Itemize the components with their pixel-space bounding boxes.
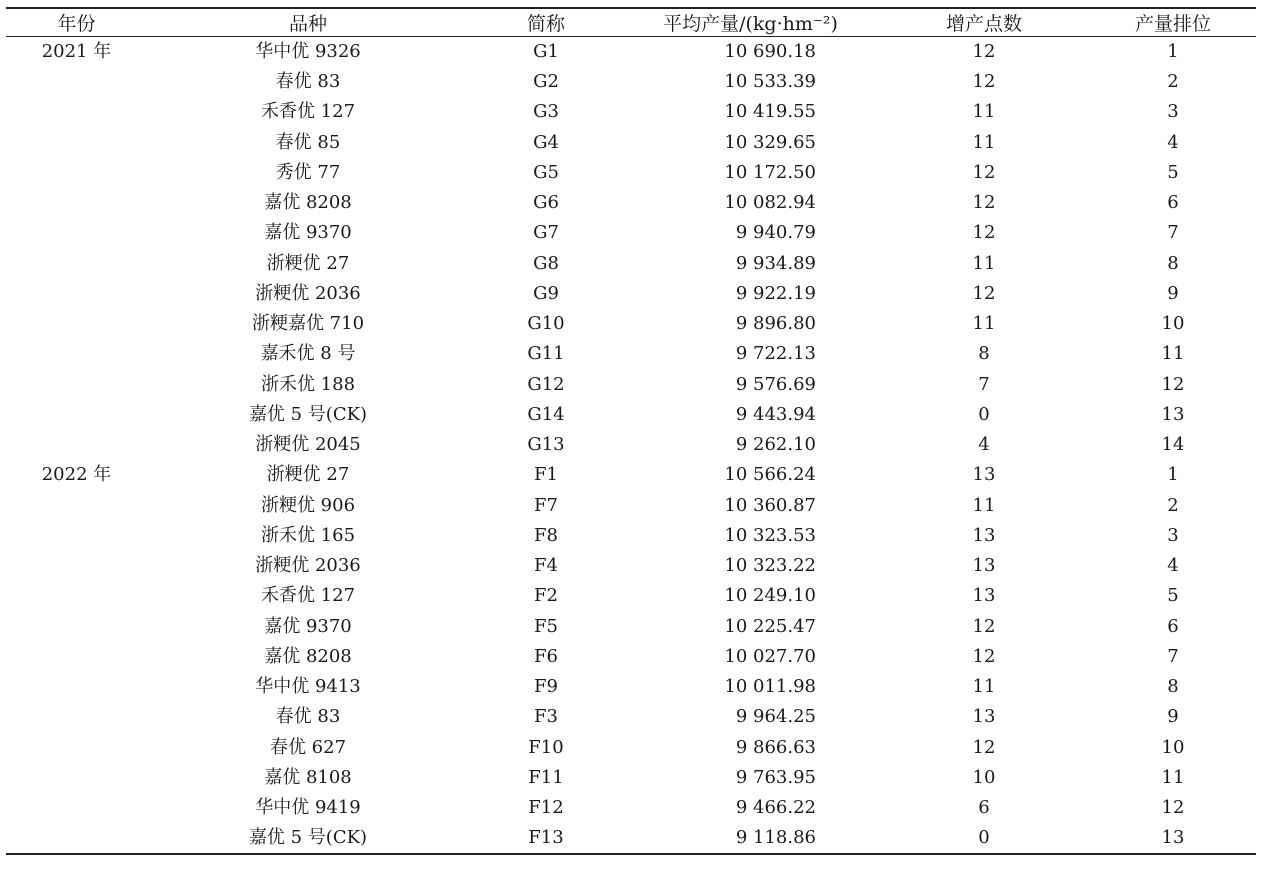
table-row	[6, 400, 1256, 430]
abbreviation-cell: F1	[534, 464, 558, 486]
yield-rank-cell: 12	[1161, 797, 1185, 819]
year-cell	[6, 551, 147, 581]
abbreviation-cell: G11	[527, 343, 565, 365]
increase-points-cell: 12	[972, 222, 996, 244]
year-cell	[6, 733, 147, 763]
average-yield-cell: 10 566.24	[724, 464, 816, 486]
abbreviation-cell: G5	[533, 161, 559, 183]
increase-points-cell: 10	[972, 766, 996, 788]
year-cell	[6, 339, 147, 369]
yield-rank-cell: 8	[1167, 676, 1179, 698]
header-year: 年份	[6, 8, 147, 37]
table-row	[6, 279, 1256, 309]
yield-rank-cell: 9	[1167, 706, 1179, 728]
yield-rank-cell: 2	[1167, 494, 1179, 516]
yield-rank-cell: 3	[1167, 101, 1179, 123]
variety-cell: 春优 627	[269, 736, 347, 758]
variety-cell: 嘉优 5 号(CK)	[147, 823, 469, 854]
year-cell	[6, 400, 147, 430]
variety-cell: 浙粳优 27	[266, 252, 350, 274]
abbreviation-cell: F9	[534, 676, 558, 698]
yield-rank-cell: 7	[1167, 645, 1179, 667]
variety-cell: 浙粳优 27	[266, 464, 350, 486]
average-yield-cell: 10 329.65	[724, 131, 816, 153]
average-yield-cell: 10 249.10	[724, 585, 816, 607]
year-cell	[6, 309, 147, 339]
increase-points-cell: 13	[972, 585, 996, 607]
abbreviation-cell: F8	[534, 524, 558, 546]
variety-cell: 浙粳优 2036	[255, 282, 361, 304]
abbreviation-cell: G7	[533, 222, 559, 244]
increase-points-cell: 12	[972, 41, 996, 62]
table-row	[6, 642, 1256, 672]
abbreviation-cell: G3	[533, 101, 559, 123]
increase-points-cell: 0	[978, 403, 990, 425]
yield-rank-cell: 3	[1167, 524, 1179, 546]
variety-cell: 嘉优 9370	[264, 222, 352, 244]
increase-points-cell: 13	[972, 524, 996, 546]
abbreviation-cell: G10	[527, 313, 565, 335]
table-row	[6, 521, 1256, 551]
yield-rank-cell: 10	[1161, 736, 1185, 758]
abbreviation-cell: G13	[527, 434, 565, 456]
variety-cell: 浙粳优 2036	[255, 555, 361, 577]
yield-rank-cell: 1	[1167, 464, 1179, 486]
increase-points-cell: 11	[972, 313, 996, 335]
abbreviation-cell: F5	[534, 615, 558, 637]
table-row	[6, 97, 1256, 127]
abbreviation-cell: G14	[527, 403, 565, 425]
average-yield-cell: 9 866.63	[735, 736, 816, 758]
abbreviation-cell: F2	[534, 585, 558, 607]
year-cell	[6, 763, 147, 793]
increase-points-cell: 11	[972, 131, 996, 153]
yield-rank-cell: 8	[1167, 252, 1179, 274]
increase-points-cell: 7	[978, 373, 990, 395]
variety-cell: 春优 85	[275, 131, 341, 153]
average-yield-cell: 10 360.87	[724, 494, 816, 516]
average-yield-cell: 9 896.80	[735, 313, 816, 335]
average-yield-cell: 9 763.95	[735, 766, 816, 788]
increase-points-cell: 6	[978, 797, 990, 819]
table-row	[6, 67, 1256, 97]
yield-rank-cell: 6	[1167, 192, 1179, 214]
increase-points-cell: 13	[972, 464, 996, 486]
yield-rank-cell: 7	[1167, 222, 1179, 244]
year-cell	[6, 642, 147, 672]
table-row	[6, 581, 1256, 611]
year-cell	[6, 430, 147, 460]
increase-points-cell: 4	[978, 434, 990, 456]
variety-cell: 浙粳嘉优 710	[251, 313, 365, 335]
variety-cell: 春优 83	[275, 71, 341, 93]
average-yield-cell: 9 118.86	[623, 823, 878, 854]
abbreviation-cell: F7	[534, 494, 558, 516]
abbreviation-cell: F12	[528, 797, 564, 819]
increase-points-cell: 11	[972, 494, 996, 516]
variety-cell: 嘉优 8208	[264, 192, 352, 214]
average-yield-cell: 10 027.70	[724, 645, 816, 667]
yield-rank-cell: 6	[1167, 615, 1179, 637]
table-row	[6, 430, 1256, 460]
year-cell	[6, 128, 147, 158]
average-yield-cell: 10 323.53	[724, 524, 816, 546]
table-row	[6, 370, 1256, 400]
variety-cell: 禾香优 127	[260, 101, 356, 123]
variety-cell: 嘉禾优 8 号	[260, 343, 356, 365]
year-cell	[6, 581, 147, 611]
yield-rank-cell: 1	[1167, 41, 1179, 62]
year-cell	[6, 612, 147, 642]
table-row	[6, 460, 1256, 490]
average-yield-cell: 9 934.89	[735, 252, 816, 274]
abbreviation-cell: F11	[528, 766, 564, 788]
year-cell	[6, 158, 147, 188]
average-yield-cell: 9 964.25	[735, 706, 816, 728]
average-yield-cell: 10 172.50	[724, 161, 816, 183]
header-yield-rank: 产量排位	[1090, 8, 1256, 37]
average-yield-cell: 10 011.98	[724, 676, 816, 698]
yield-rank-cell: 4	[1167, 131, 1179, 153]
abbreviation-cell: F6	[534, 645, 558, 667]
table-row	[6, 823, 1256, 854]
yield-rank-cell: 10	[1161, 313, 1185, 335]
variety-cell: 浙禾优 188	[260, 373, 356, 395]
year-cell	[6, 491, 147, 521]
year-cell	[6, 279, 147, 309]
table-row	[6, 733, 1256, 763]
increase-points-cell: 11	[972, 101, 996, 123]
header-increase-points: 增产点数	[878, 8, 1090, 37]
yield-rank-cell: 13	[1161, 403, 1185, 425]
variety-cell: 春优 83	[275, 706, 341, 728]
increase-points-cell: 12	[972, 615, 996, 637]
yield-rank-cell: 5	[1167, 161, 1179, 183]
header-variety: 品种	[147, 8, 469, 37]
yield-rank-cell: 11	[1161, 766, 1185, 788]
year-cell	[6, 702, 147, 732]
average-yield-cell: 10 533.39	[724, 71, 816, 93]
abbreviation-cell: G8	[533, 252, 559, 274]
increase-points-cell: 12	[972, 736, 996, 758]
year-cell: 2021 年	[41, 41, 112, 62]
average-yield-cell: 9 922.19	[735, 282, 816, 304]
abbreviation-cell: F3	[534, 706, 558, 728]
table-row	[6, 128, 1256, 158]
increase-points-cell: 13	[972, 706, 996, 728]
average-yield-cell: 10 323.22	[724, 555, 816, 577]
year-cell	[6, 521, 147, 551]
variety-cell: 华中优 9419	[255, 797, 361, 819]
yield-table	[6, 7, 1256, 855]
average-yield-cell: 10 225.47	[724, 615, 816, 637]
increase-points-cell: 12	[972, 282, 996, 304]
variety-cell: 嘉优 8108	[264, 766, 352, 788]
increase-points-cell: 12	[972, 71, 996, 93]
yield-rank-cell: 5	[1167, 585, 1179, 607]
abbreviation-cell: G12	[527, 373, 565, 395]
table-row	[6, 218, 1256, 248]
table-row	[6, 612, 1256, 642]
increase-points-cell: 12	[972, 645, 996, 667]
increase-points-cell: 11	[972, 252, 996, 274]
average-yield-cell: 9 443.94	[735, 403, 816, 425]
abbreviation-cell: F10	[528, 736, 564, 758]
increase-points-cell: 13	[972, 555, 996, 577]
year-cell	[6, 67, 147, 97]
average-yield-cell: 9 940.79	[735, 222, 816, 244]
table-header-row	[6, 8, 1256, 37]
year-cell	[6, 793, 147, 823]
yield-rank-cell: 14	[1161, 434, 1185, 456]
average-yield-cell: 9 262.10	[735, 434, 816, 456]
table-row	[6, 188, 1256, 218]
variety-cell: 嘉优 5 号(CK)	[248, 403, 368, 425]
variety-cell: 华中优 9413	[255, 676, 361, 698]
variety-cell: 华中优 9326	[255, 41, 361, 62]
yield-rank-cell: 13	[1090, 823, 1256, 854]
table-row	[6, 763, 1256, 793]
increase-points-cell: 12	[972, 192, 996, 214]
table-row	[6, 793, 1256, 823]
increase-points-cell: 0	[878, 823, 1090, 854]
yield-rank-cell: 11	[1161, 343, 1185, 365]
yield-rank-cell: 12	[1161, 373, 1185, 395]
year-cell	[6, 672, 147, 702]
variety-cell: 嘉优 9370	[264, 615, 352, 637]
year-cell: 2022 年	[41, 464, 112, 486]
increase-points-cell: 11	[972, 676, 996, 698]
yield-rank-cell: 9	[1167, 282, 1179, 304]
abbreviation-cell: G6	[533, 192, 559, 214]
table-row	[6, 491, 1256, 521]
variety-cell: 浙粳优 906	[260, 494, 356, 516]
table-body	[6, 37, 1256, 855]
variety-cell: 浙禾优 165	[260, 524, 356, 546]
increase-points-cell: 8	[978, 343, 990, 365]
variety-cell: 秀优 77	[275, 161, 341, 183]
abbreviation-cell: F13	[469, 823, 623, 854]
yield-rank-cell: 2	[1167, 71, 1179, 93]
year-cell	[6, 249, 147, 279]
table-row	[6, 309, 1256, 339]
year-cell	[6, 188, 147, 218]
variety-cell: 禾香优 127	[260, 585, 356, 607]
table-row	[6, 702, 1256, 732]
table-row	[6, 37, 1256, 68]
average-yield-cell: 9 722.13	[735, 343, 816, 365]
yield-table-container	[6, 7, 1256, 855]
abbreviation-cell: F4	[534, 555, 558, 577]
table-row	[6, 339, 1256, 369]
year-cell	[6, 370, 147, 400]
year-cell	[6, 823, 147, 854]
table-row	[6, 158, 1256, 188]
average-yield-cell: 10 082.94	[724, 192, 816, 214]
variety-cell: 浙粳优 2045	[255, 434, 361, 456]
table-row	[6, 672, 1256, 702]
year-cell	[6, 218, 147, 248]
table-row	[6, 551, 1256, 581]
header-average-yield: 平均产量/(kg·hm⁻²)	[623, 8, 878, 37]
yield-rank-cell: 4	[1167, 555, 1179, 577]
abbreviation-cell: G9	[533, 282, 559, 304]
increase-points-cell: 12	[972, 161, 996, 183]
table-row	[6, 249, 1256, 279]
header-abbreviation: 简称	[469, 8, 623, 37]
year-cell	[6, 97, 147, 127]
variety-cell: 嘉优 8208	[264, 645, 352, 667]
average-yield-cell: 10 690.18	[724, 41, 816, 62]
average-yield-cell: 9 576.69	[735, 373, 816, 395]
average-yield-cell: 10 419.55	[724, 101, 816, 123]
abbreviation-cell: G2	[533, 71, 559, 93]
average-yield-cell: 9 466.22	[735, 797, 816, 819]
abbreviation-cell: G1	[533, 41, 559, 62]
abbreviation-cell: G4	[533, 131, 559, 153]
